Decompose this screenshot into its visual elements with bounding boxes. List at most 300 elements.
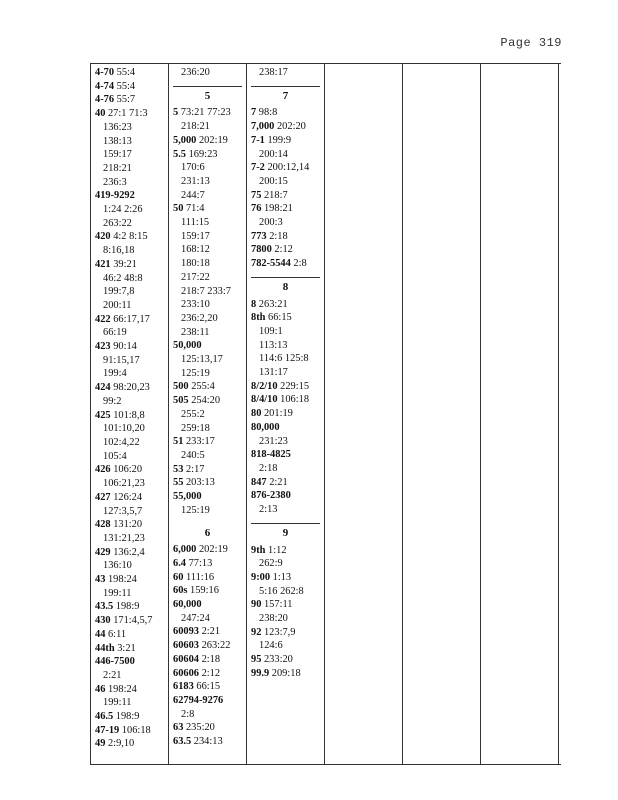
index-continuation (173, 271, 246, 285)
index-reference: 171:4,5,7 (110, 615, 153, 627)
index-continuation (173, 285, 246, 299)
index-term: 5 (173, 107, 179, 119)
index-reference: 198:24 (105, 574, 137, 586)
index-term: 500 (173, 381, 189, 393)
index-reference: 203:13 (183, 477, 215, 489)
index-term: 50,000 (173, 340, 202, 352)
index-entry (95, 93, 168, 107)
index-term: 426 (95, 464, 111, 476)
index-reference: 124:6 (259, 640, 283, 652)
index-reference: 199:4 (103, 368, 127, 380)
index-reference: 234:13 (191, 736, 223, 748)
index-reference: 46:2 48:8 (103, 272, 143, 284)
index-reference: 5:16 262:8 (259, 585, 304, 597)
index-entry (251, 243, 324, 257)
index-continuation (173, 66, 246, 80)
index-column-4 (325, 64, 403, 764)
index-reference: 218:21 (181, 121, 210, 133)
index-continuation (251, 325, 324, 339)
index-term: 5.5 (173, 148, 186, 160)
index-reference: 201:19 (261, 408, 293, 420)
index-reference: 199:7,8 (103, 286, 135, 298)
index-reference: 90:14 (110, 341, 137, 353)
word-index-table (90, 63, 561, 765)
index-entry (173, 735, 246, 749)
index-reference: 6:11 (105, 628, 127, 640)
index-term: 43 (95, 574, 106, 586)
index-reference: 1:24 2:26 (103, 204, 143, 216)
index-entry (251, 421, 324, 435)
index-reference: 198:9 (113, 601, 140, 613)
index-reference: 199:11 (103, 587, 132, 599)
index-reference: 218:7 (261, 189, 288, 201)
index-entry (251, 476, 324, 490)
index-continuation (95, 326, 168, 340)
index-reference: 1:13 (270, 571, 292, 583)
index-continuation (95, 477, 168, 491)
index-term: 421 (95, 258, 111, 270)
index-reference: 238:11 (181, 326, 210, 338)
index-entry (95, 600, 168, 614)
index-term: 420 (95, 231, 111, 243)
index-term: 782-5544 (251, 258, 291, 270)
index-term: 424 (95, 382, 111, 394)
index-continuation (95, 354, 168, 368)
index-term: 429 (95, 546, 111, 558)
index-entry (173, 106, 246, 120)
index-continuation (173, 175, 246, 189)
index-column-2 (169, 64, 247, 764)
index-reference: 198:24 (105, 683, 137, 695)
index-term: 43.5 (95, 601, 114, 613)
section-heading: 5 (173, 86, 242, 104)
index-reference: 240:5 (181, 449, 205, 461)
index-reference: 209:18 (269, 667, 301, 679)
index-term: 8th (251, 312, 266, 324)
index-reference: 200:3 (259, 217, 283, 229)
index-reference: 236:3 (103, 176, 127, 188)
index-continuation (173, 257, 246, 271)
index-entry (173, 380, 246, 394)
index-reference: 2:21 (198, 626, 221, 638)
index-reference: 106:18 (277, 394, 310, 406)
index-reference: 157:11 (261, 599, 293, 611)
index-continuation (95, 244, 168, 258)
index-entry (251, 161, 324, 175)
index-continuation (251, 66, 324, 80)
index-entry (95, 710, 168, 724)
section-heading: 8 (251, 277, 320, 295)
index-entry (173, 571, 246, 585)
index-continuation (251, 339, 324, 353)
index-reference: 229:15 (277, 380, 310, 392)
index-entry (251, 189, 324, 203)
index-term: 44 (95, 628, 106, 640)
index-entry (173, 653, 246, 667)
index-term: 40 (95, 108, 106, 120)
section-heading: 7 (251, 86, 320, 104)
index-reference: 113:13 (259, 339, 288, 351)
index-reference: 198:21 (261, 203, 293, 215)
index-term: 60604 (173, 653, 199, 665)
index-term: 76 (251, 203, 262, 215)
index-term: 8/2/10 (251, 380, 278, 392)
index-continuation (173, 120, 246, 134)
index-reference: 254:20 (188, 395, 221, 407)
index-entry (95, 683, 168, 697)
index-continuation (173, 353, 246, 367)
index-entry (251, 544, 324, 558)
index-reference: 180:18 (181, 258, 210, 270)
index-reference: 102:4,22 (103, 436, 140, 448)
index-term: 62794-9276 (173, 694, 224, 706)
section-heading: 9 (251, 523, 320, 541)
index-reference: 2:8 (181, 708, 195, 720)
index-reference: 263:22 (198, 640, 231, 652)
index-continuation (173, 326, 246, 340)
index-continuation (95, 176, 168, 190)
index-entry (173, 394, 246, 408)
index-term: 60606 (173, 667, 199, 679)
index-reference: 263:22 (103, 217, 132, 229)
index-term: 4-70 (95, 67, 115, 78)
index-term: 95 (251, 654, 262, 666)
index-continuation (95, 203, 168, 217)
index-entry (173, 134, 246, 148)
index-continuation (173, 708, 246, 722)
index-reference: 125:13,17 (181, 354, 223, 366)
index-term: 63.5 (173, 736, 192, 748)
index-entry (173, 639, 246, 653)
index-entry (95, 230, 168, 244)
index-reference: 233:10 (181, 299, 210, 311)
index-reference: 255:2 (181, 408, 205, 420)
index-reference: 2:12 (271, 244, 293, 256)
index-continuation (95, 587, 168, 601)
index-term: 60s (173, 585, 188, 597)
index-continuation (251, 462, 324, 476)
index-reference: 168:12 (181, 244, 210, 256)
index-continuation (95, 669, 168, 683)
index-entry (251, 257, 324, 271)
index-continuation (95, 272, 168, 286)
index-reference: 99:2 (103, 395, 122, 407)
index-term: 53 (173, 463, 184, 475)
index-entry (173, 435, 246, 449)
index-reference: 231:23 (259, 435, 288, 447)
index-reference: 98:8 (256, 107, 278, 119)
index-reference: 2:8 (290, 258, 307, 270)
index-reference: 200:12,14 (264, 162, 310, 174)
index-entry (173, 598, 246, 612)
index-term: 773 (251, 230, 267, 242)
index-continuation (251, 503, 324, 517)
index-reference: 238:17 (259, 67, 288, 78)
index-entry (95, 491, 168, 505)
index-entry (173, 694, 246, 708)
index-continuation (173, 216, 246, 230)
index-term: 50 (173, 203, 184, 215)
index-reference: 159:17 (181, 230, 210, 242)
index-continuation (95, 217, 168, 231)
index-entry (251, 407, 324, 421)
index-continuation (251, 435, 324, 449)
index-reference: 233:20 (261, 654, 293, 666)
index-continuation (95, 450, 168, 464)
index-entry (251, 626, 324, 640)
index-reference: 202:19 (196, 134, 228, 146)
index-entry (95, 614, 168, 628)
index-term: 505 (173, 395, 189, 407)
index-entry (173, 463, 246, 477)
index-reference: 136:23 (103, 121, 132, 133)
index-reference: 235:20 (183, 722, 215, 734)
index-reference: 202:19 (196, 544, 228, 556)
index-term: 9:00 (251, 571, 271, 583)
index-reference: 111:15 (181, 217, 210, 229)
index-term: 428 (95, 519, 111, 531)
index-term: 60 (173, 571, 184, 583)
index-entry (95, 107, 168, 121)
index-reference: 131:21,23 (103, 532, 145, 544)
index-term: 446-7500 (95, 656, 135, 668)
index-entry (173, 148, 246, 162)
index-entry (95, 340, 168, 354)
index-reference: 98:20,23 (110, 382, 150, 394)
index-continuation (95, 422, 168, 436)
index-term: 419-9292 (95, 190, 135, 202)
index-reference: 55:4 (114, 67, 136, 78)
index-term: 80 (251, 408, 262, 420)
index-term: 427 (95, 491, 111, 503)
index-term: 49 (95, 738, 106, 750)
index-reference: 255:4 (188, 381, 215, 393)
index-entry (95, 381, 168, 395)
index-entry (173, 339, 246, 353)
index-continuation (251, 148, 324, 162)
index-reference: 66:19 (103, 327, 127, 339)
index-entry (251, 393, 324, 407)
index-entry (95, 724, 168, 738)
index-entry (173, 584, 246, 598)
index-entry (251, 106, 324, 120)
index-reference: 106:20 (110, 464, 143, 476)
index-entry (251, 380, 324, 394)
index-term: 60093 (173, 626, 199, 638)
index-term: 63 (173, 722, 184, 734)
index-continuation (173, 161, 246, 175)
index-reference: 200:14 (259, 148, 288, 160)
index-entry (173, 476, 246, 490)
page-number: Page 319 (500, 36, 562, 50)
index-reference: 127:3,5,7 (103, 505, 143, 517)
index-entry (173, 667, 246, 681)
index-reference: 231:13 (181, 175, 210, 187)
index-continuation (95, 299, 168, 313)
index-entry (95, 737, 168, 751)
index-reference: 123:7,9 (261, 626, 296, 638)
index-term: 55,000 (173, 491, 202, 503)
index-reference: 105:4 (103, 450, 127, 462)
index-reference: 2:12 (198, 667, 221, 679)
index-term: 8 (251, 298, 257, 310)
index-reference: 236:20 (181, 67, 210, 78)
index-entry (251, 571, 324, 585)
index-reference: 218:21 (103, 162, 132, 174)
index-reference: 170:6 (181, 162, 205, 174)
index-term: 60,000 (173, 599, 202, 611)
index-reference: 101:8,8 (110, 409, 145, 421)
index-reference: 262:9 (259, 558, 283, 570)
section-heading: 6 (204, 526, 211, 539)
index-continuation (95, 135, 168, 149)
index-continuation (251, 352, 324, 366)
index-continuation (173, 189, 246, 203)
index-entry (251, 489, 324, 503)
index-term: 430 (95, 615, 111, 627)
index-entry (251, 120, 324, 134)
index-reference: 200:15 (259, 175, 288, 187)
index-entry (173, 202, 246, 216)
index-reference: 233:17 (183, 436, 215, 448)
index-reference: 198:9 (113, 711, 140, 723)
index-continuation (251, 612, 324, 626)
index-term: 5,000 (173, 134, 197, 146)
index-continuation (251, 216, 324, 230)
index-reference: 200:11 (103, 299, 132, 311)
index-reference: 106:21,23 (103, 478, 145, 490)
index-entry (173, 721, 246, 735)
index-reference: 3:21 (114, 642, 136, 654)
index-reference: 66:15 (265, 312, 292, 324)
index-continuation (173, 312, 246, 326)
index-term: 46 (95, 683, 106, 695)
index-entry (95, 573, 168, 587)
index-term: 422 (95, 313, 111, 325)
index-continuation (173, 504, 246, 518)
index-term: 8/4/10 (251, 394, 278, 406)
index-reference: 138:13 (103, 135, 132, 147)
index-term: 92 (251, 626, 262, 638)
index-entry (251, 598, 324, 612)
index-term: 44th (95, 642, 115, 654)
index-reference: 91:15,17 (103, 354, 140, 366)
index-term: 7,000 (251, 121, 275, 133)
index-entry (95, 642, 168, 656)
index-reference: 126:24 (110, 491, 143, 503)
index-entry (95, 66, 168, 80)
index-entry (251, 298, 324, 312)
index-term: 90 (251, 599, 262, 611)
index-reference: 159:16 (187, 585, 219, 597)
index-reference: 2:18 (266, 230, 288, 242)
index-entry (95, 628, 168, 642)
index-continuation (173, 422, 246, 436)
index-term: 9th (251, 544, 266, 556)
index-continuation (95, 505, 168, 519)
index-reference: 131:17 (259, 367, 288, 379)
index-reference: 101:10,20 (103, 423, 145, 435)
index-term: 818-4825 (251, 449, 291, 461)
index-continuation (95, 162, 168, 176)
index-reference: 27:1 71:3 (105, 108, 148, 120)
index-term: 847 (251, 476, 267, 488)
index-continuation (95, 696, 168, 710)
index-term: 7800 (251, 244, 272, 256)
index-continuation (95, 436, 168, 450)
index-continuation (173, 612, 246, 626)
index-entry (95, 313, 168, 327)
index-reference: 39:21 (110, 258, 137, 270)
index-term: 80,000 (251, 421, 280, 433)
index-reference: 73:21 77:23 (178, 107, 231, 119)
index-entry (251, 667, 324, 681)
index-reference: 109:1 (259, 325, 283, 337)
index-entry (173, 490, 246, 504)
index-reference: 71:4 (183, 203, 205, 215)
index-continuation (251, 366, 324, 380)
index-reference: 236:2,20 (181, 312, 218, 324)
index-entry (95, 463, 168, 477)
index-reference: 111:16 (183, 571, 215, 583)
index-entry (251, 230, 324, 244)
index-entry (95, 546, 168, 560)
index-term: 4-76 (95, 94, 115, 106)
index-reference: 136:10 (103, 560, 132, 572)
index-term: 75 (251, 189, 262, 201)
index-reference: 106:18 (119, 724, 151, 736)
index-term: 47-19 (95, 724, 120, 736)
index-continuation (173, 408, 246, 422)
index-reference: 55:4 (114, 80, 136, 92)
index-reference: 259:18 (181, 422, 210, 434)
index-reference: 2:21 (266, 476, 288, 488)
index-reference: 159:17 (103, 149, 132, 161)
index-continuation (173, 230, 246, 244)
index-reference: 2:18 (259, 462, 278, 474)
index-entry (95, 189, 168, 203)
index-reference: 131:20 (110, 519, 143, 531)
index-continuation (251, 557, 324, 571)
index-reference: 2:9,10 (105, 738, 135, 750)
index-term: 7-2 (251, 162, 265, 174)
index-continuation (173, 298, 246, 312)
index-reference: 66:17,17 (110, 313, 150, 325)
index-continuation (95, 395, 168, 409)
index-column-6 (481, 64, 559, 764)
index-term: 6183 (173, 681, 194, 693)
index-entry (251, 134, 324, 148)
index-continuation (95, 121, 168, 135)
index-entry (251, 448, 324, 462)
index-reference: 199:11 (103, 697, 132, 709)
index-reference: 114:6 125:8 (259, 353, 309, 365)
index-reference: 77:13 (186, 557, 213, 569)
index-reference: 247:24 (181, 612, 210, 624)
index-reference: 202:20 (274, 121, 306, 133)
index-entry (173, 680, 246, 694)
index-continuation (95, 532, 168, 546)
index-continuation (251, 639, 324, 653)
index-term: 425 (95, 409, 111, 421)
index-reference: 125:19 (181, 367, 210, 379)
index-column-1 (91, 64, 169, 764)
index-reference: 263:21 (256, 298, 288, 310)
index-reference: 218:7 233:7 (181, 285, 231, 297)
index-continuation (95, 285, 168, 299)
index-term: 6,000 (173, 544, 197, 556)
index-term: 423 (95, 341, 111, 353)
